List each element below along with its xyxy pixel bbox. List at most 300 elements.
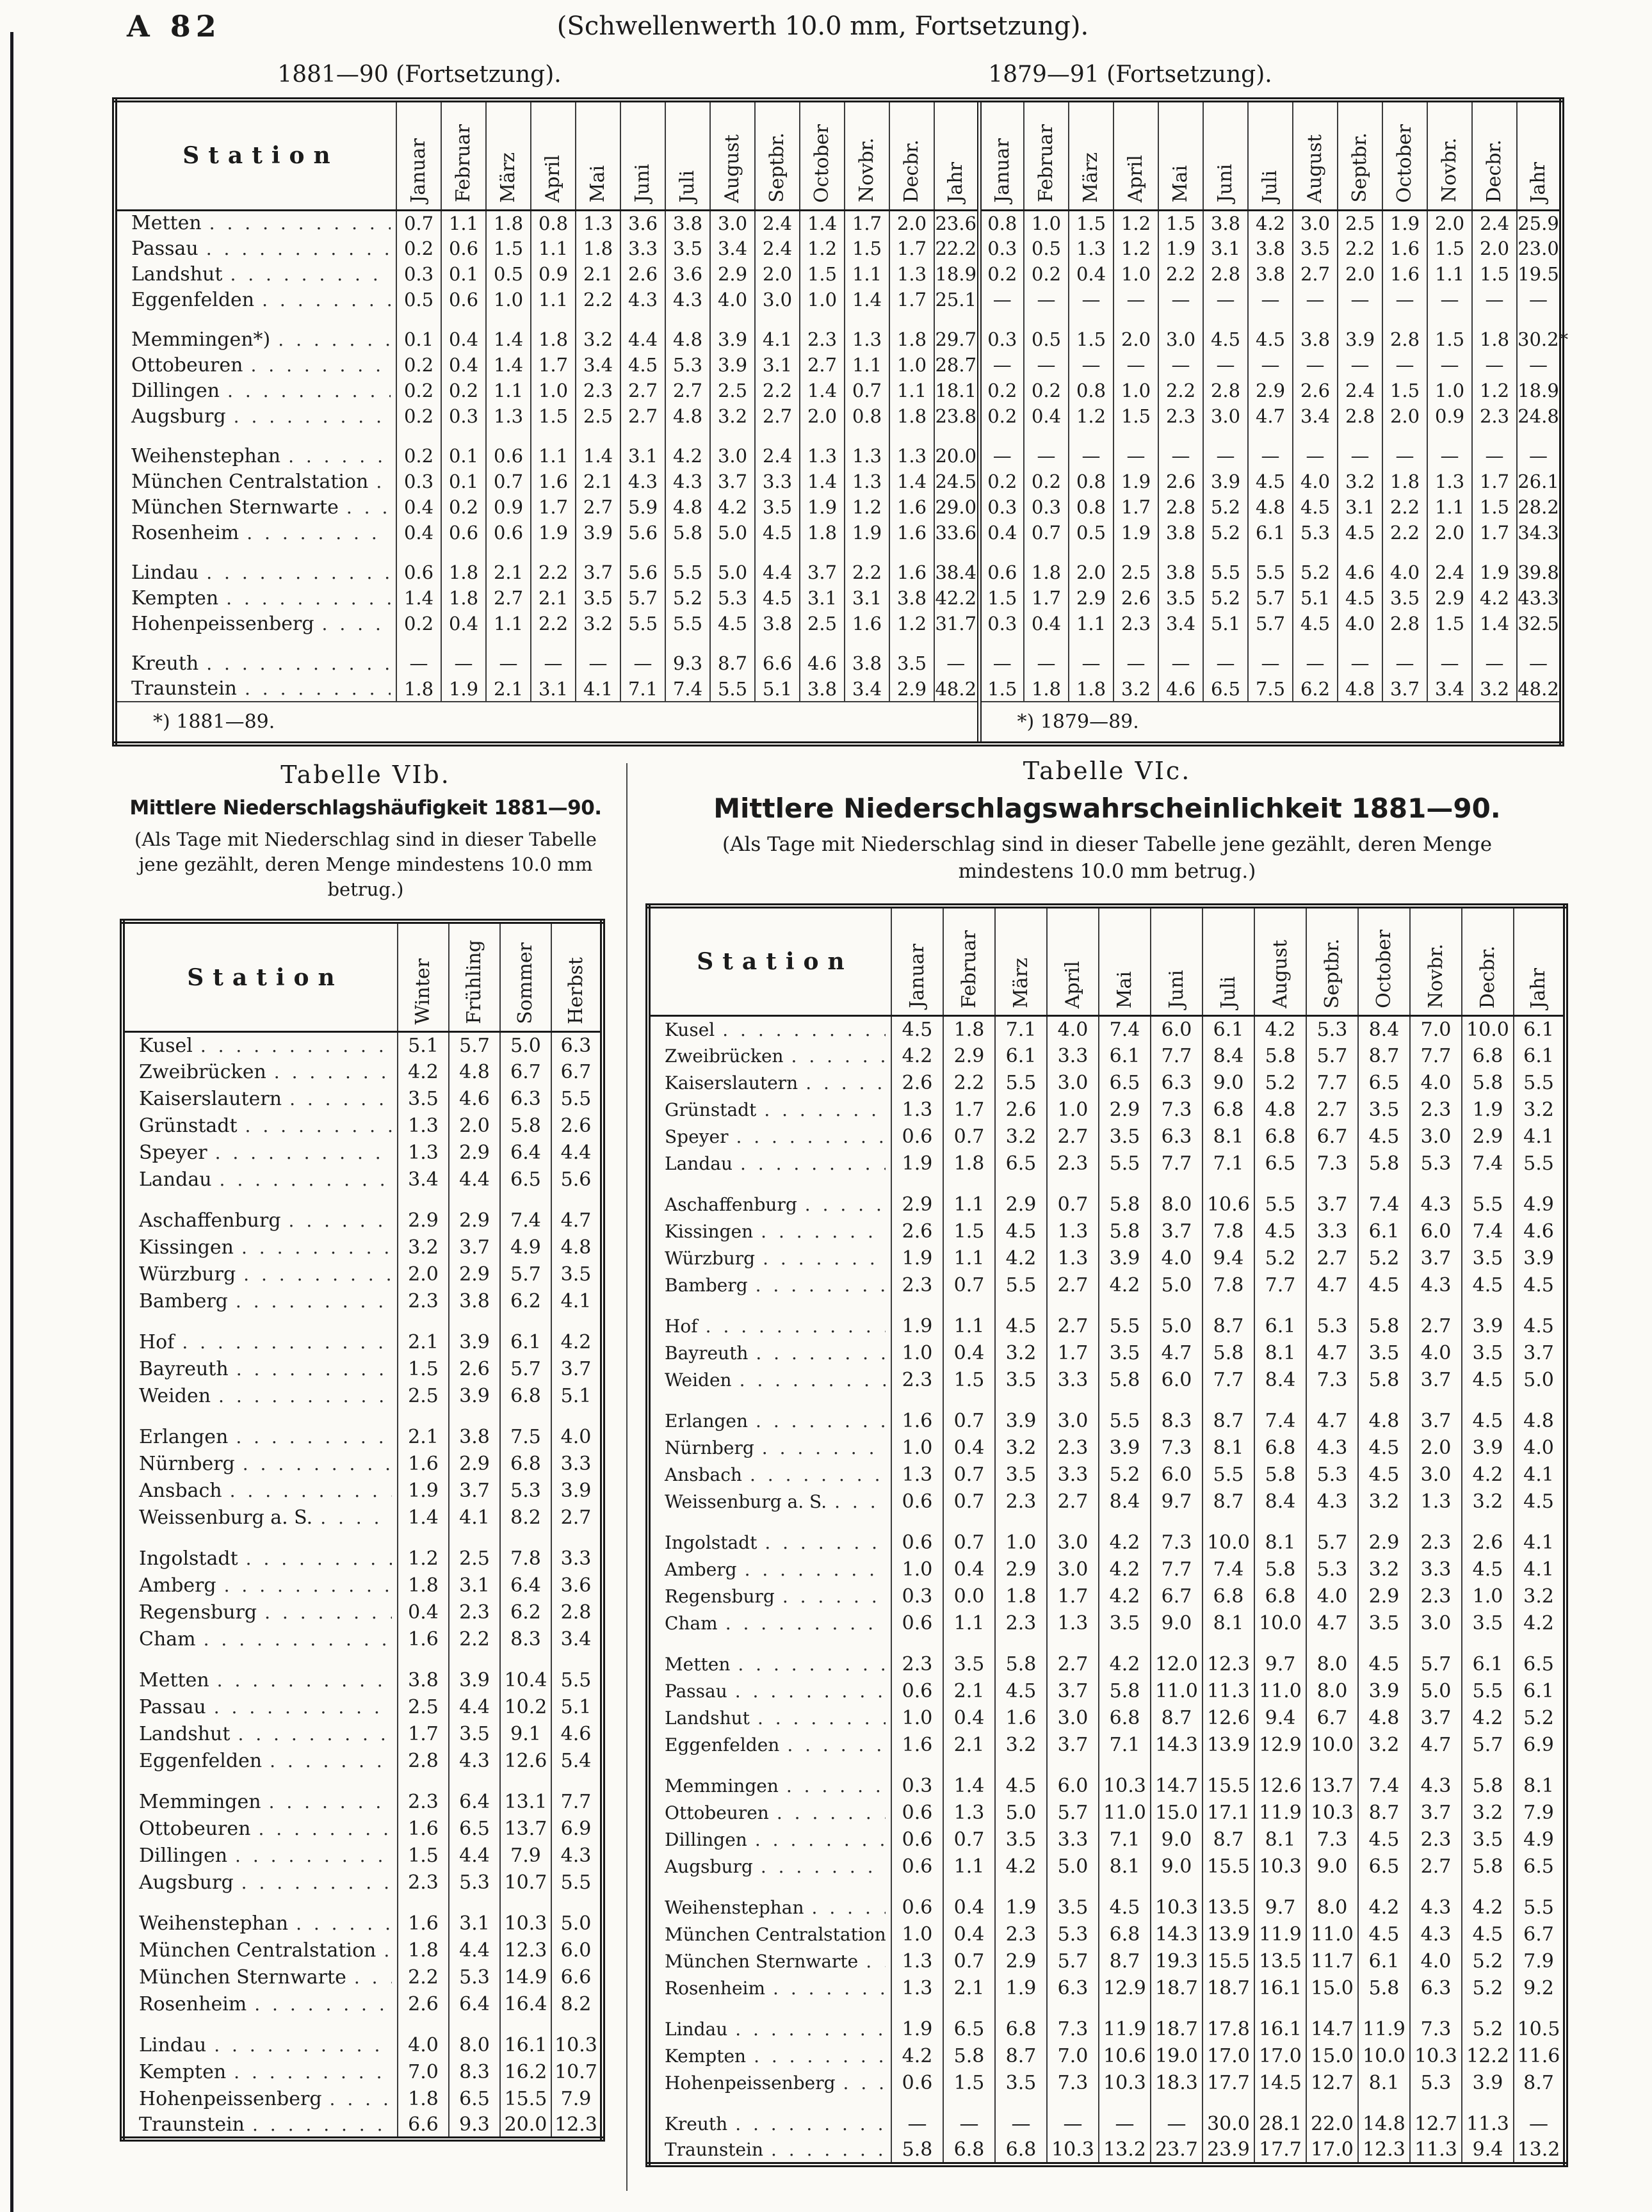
column-header-winter: Winter — [398, 921, 449, 1031]
value-cell: 3.3 — [1047, 1367, 1099, 1394]
value-cell: 6.5 — [1254, 1150, 1306, 1177]
value-cell: 2.7 — [1047, 1124, 1099, 1150]
value-cell: 3.2 — [576, 611, 620, 636]
value-cell: 4.8 — [551, 1234, 603, 1261]
value-cell: 9.0 — [1151, 1853, 1203, 1880]
station-name: Weiden — [665, 1369, 732, 1391]
value-cell: 2.9 — [449, 1207, 500, 1234]
value-cell: 7.7 — [1151, 1556, 1203, 1583]
value-cell: — — [1069, 650, 1113, 676]
value-cell: 9.2 — [1514, 1975, 1566, 2002]
value-cell: 3.9 — [551, 1477, 603, 1504]
probability-table — [645, 903, 1575, 2167]
value-cell: 9.0 — [1203, 1070, 1254, 1097]
station-cell — [648, 1097, 891, 1124]
station-row-ottobeuren — [648, 1800, 1566, 1827]
value-cell: 0.8 — [531, 210, 576, 236]
value-cell: 23.6 — [934, 210, 979, 236]
vic-title: Mittlere Niederschlagswahrscheinlichkeit 1881—90. — [713, 793, 1501, 824]
value-cell: 6.4 — [449, 1788, 500, 1815]
value-cell: 7.1 — [1099, 1827, 1151, 1853]
station-row-traunstein — [648, 2138, 1566, 2165]
value-cell: 6.0 — [1151, 1016, 1203, 1043]
station-cell — [122, 1869, 398, 1896]
value-cell: 2.1 — [943, 1678, 995, 1705]
value-cell: 1.1 — [845, 352, 889, 378]
column-header-märz: März — [486, 100, 531, 210]
value-cell: 6.3 — [1151, 1124, 1203, 1150]
value-cell: 6.5 — [1514, 1651, 1566, 1678]
station-name: Dillingen — [131, 379, 220, 402]
dot-leader — [718, 1613, 886, 1634]
value-cell: 3.0 — [1047, 1408, 1099, 1435]
value-cell: 3.0 — [1203, 403, 1248, 429]
value-cell: 13.1 — [500, 1788, 551, 1815]
value-cell: 3.0 — [1047, 1705, 1099, 1732]
value-cell: 8.1 — [1358, 2070, 1410, 2097]
dot-leader — [804, 1897, 886, 1918]
station-cell — [122, 1085, 398, 1112]
station-name: Aschaffenburg — [139, 1209, 281, 1232]
value-cell: 7.1 — [1099, 1732, 1151, 1759]
value-cell: 9.7 — [1254, 1894, 1306, 1921]
dot-leader — [756, 1099, 886, 1120]
value-cell: 1.4 — [889, 469, 934, 494]
value-cell: 1.8 — [995, 1583, 1047, 1610]
value-cell: 10.2 — [500, 1693, 551, 1720]
value-cell: 9.1 — [500, 1720, 551, 1747]
value-cell: 23.7 — [1151, 2138, 1203, 2165]
value-cell: 8.7 — [995, 2043, 1047, 2070]
value-cell: 2.2 — [755, 378, 800, 403]
value-cell: 4.0 — [1410, 1948, 1462, 1975]
value-cell: 2.9 — [889, 676, 934, 702]
value-cell: 8.7 — [1099, 1948, 1151, 1975]
value-cell: 11.3 — [1203, 1678, 1254, 1705]
value-cell: 2.0 — [889, 210, 934, 236]
value-cell: 9.3 — [665, 650, 710, 676]
value-cell: — — [1427, 650, 1472, 676]
value-cell: 0.4 — [943, 1340, 995, 1367]
value-cell: 1.8 — [800, 520, 845, 545]
value-cell: 5.5 — [1099, 1313, 1151, 1340]
dot-leader — [237, 678, 391, 699]
station-row-landshut — [122, 1720, 603, 1747]
station-name: Kempten — [139, 2060, 227, 2083]
value-cell: — — [1248, 443, 1293, 469]
value-cell: 5.2 — [1462, 2016, 1514, 2043]
column-header-april: April — [1047, 906, 1099, 1016]
value-cell: 5.7 — [500, 1261, 551, 1288]
column-header-herbst: Herbst — [551, 921, 603, 1031]
dot-leader — [346, 1967, 392, 1988]
value-cell: 2.6 — [1158, 469, 1203, 494]
value-cell: 1.9 — [995, 1894, 1047, 1921]
value-cell: 6.0 — [1151, 1462, 1203, 1489]
value-cell: 0.9 — [1427, 403, 1472, 429]
column-header-märz: März — [1069, 100, 1113, 210]
station-row-kaiserslautern — [648, 1070, 1566, 1097]
value-cell: 3.2 — [995, 1340, 1047, 1367]
value-cell: 4.5 — [891, 1016, 943, 1043]
station-name: Grünstadt — [665, 1099, 757, 1121]
value-cell: 0.2 — [1024, 261, 1069, 287]
value-cell: 3.3 — [620, 236, 665, 261]
value-cell: 1.1 — [1427, 261, 1472, 287]
value-cell: 3.3 — [1047, 1462, 1099, 1489]
value-cell: 4.0 — [1047, 1016, 1099, 1043]
group-spacer — [122, 1314, 603, 1328]
value-cell: 4.2 — [1099, 1583, 1151, 1610]
value-cell: 3.9 — [1462, 2070, 1514, 2097]
value-cell: 1.3 — [1047, 1218, 1099, 1245]
value-cell: 1.5 — [1069, 327, 1113, 352]
value-cell: 4.8 — [449, 1058, 500, 1085]
value-cell: 3.2 — [576, 327, 620, 352]
value-cell: 1.5 — [398, 1355, 449, 1382]
value-cell: 8.2 — [551, 1990, 603, 2017]
value-cell: 9.0 — [1306, 1853, 1358, 1880]
value-cell: 12.9 — [1099, 1975, 1151, 2002]
value-cell: 4.5 — [710, 611, 755, 636]
value-cell: 3.9 — [710, 352, 755, 378]
dot-leader — [728, 1126, 886, 1147]
value-cell: 2.3 — [891, 1651, 943, 1678]
station-cell — [122, 1261, 398, 1288]
value-cell: 0.3 — [396, 261, 441, 287]
station-name: Speyer — [665, 1126, 729, 1148]
value-cell: — — [1248, 352, 1293, 378]
value-cell: 0.6 — [441, 520, 486, 545]
value-cell: 2.6 — [398, 1990, 449, 2017]
value-cell: 6.5 — [500, 1166, 551, 1193]
footnote: *) 1881—89. — [153, 711, 275, 733]
station-name: Metten — [131, 212, 202, 235]
value-cell: 23.8 — [934, 403, 979, 429]
value-cell: 5.0 — [710, 520, 755, 545]
station-name: München Centralstation — [131, 470, 369, 493]
value-cell: 2.9 — [891, 1191, 943, 1218]
value-cell: 6.5 — [449, 2085, 500, 2112]
station-row-landau — [122, 1166, 603, 1193]
value-cell: 7.0 — [398, 2058, 449, 2085]
value-cell: 1.3 — [889, 443, 934, 469]
station-cell — [648, 1583, 891, 1610]
value-cell: 0.6 — [891, 1678, 943, 1705]
value-cell: 4.5 — [995, 1313, 1047, 1340]
value-cell: 3.5 — [1158, 585, 1203, 611]
value-cell: 4.5 — [1358, 1921, 1410, 1948]
value-cell: 5.8 — [1462, 1070, 1514, 1097]
table-vib-section — [112, 761, 619, 2142]
value-cell: 4.5 — [1358, 1827, 1410, 1853]
value-cell: 4.7 — [1306, 1610, 1358, 1637]
value-cell: 0.7 — [943, 1462, 995, 1489]
value-cell: 2.2 — [1338, 236, 1382, 261]
value-cell: 3.7 — [1410, 1245, 1462, 1272]
value-cell: 0.6 — [891, 1894, 943, 1921]
group-spacer — [648, 1880, 1566, 1894]
value-cell: 5.7 — [1248, 611, 1293, 636]
value-cell: 6.4 — [500, 1139, 551, 1166]
value-cell: 3.5 — [1462, 1245, 1514, 1272]
value-cell: 0.3 — [891, 1583, 943, 1610]
column-header-juli: Juli — [1248, 100, 1293, 210]
value-cell: 3.5 — [1099, 1610, 1151, 1637]
value-cell: 3.0 — [1410, 1124, 1462, 1150]
value-cell: 0.4 — [979, 520, 1024, 545]
value-cell: — — [1517, 650, 1562, 676]
value-cell: — — [943, 2111, 995, 2138]
dot-leader — [211, 1385, 392, 1407]
station-cell — [648, 1435, 891, 1462]
station-name: Zweibrücken — [139, 1060, 266, 1083]
station-name: Ingolstadt — [139, 1547, 238, 1570]
station-cell — [122, 1842, 398, 1869]
value-cell: 3.7 — [1047, 1732, 1099, 1759]
station-row-traunstein — [115, 676, 1562, 702]
value-cell: 5.8 — [1099, 1191, 1151, 1218]
value-cell: 2.5 — [398, 1382, 449, 1409]
value-cell: 22.2 — [934, 236, 979, 261]
value-cell: 0.6 — [891, 1530, 943, 1556]
station-row-landau — [648, 1150, 1566, 1177]
table-vic-section — [639, 757, 1575, 2167]
value-cell: 6.8 — [500, 1382, 551, 1409]
station-cell — [648, 2043, 891, 2070]
value-cell: 3.5 — [995, 1462, 1047, 1489]
station-name: Landau — [665, 1153, 733, 1175]
dot-leader — [727, 2113, 886, 2135]
value-cell: 4.2 — [1099, 1556, 1151, 1583]
value-cell: 9.4 — [1462, 2138, 1514, 2165]
value-cell: — — [1113, 352, 1158, 378]
value-cell: 1.0 — [486, 287, 531, 312]
station-row-würzburg — [648, 1245, 1566, 1272]
value-cell: 0.4 — [943, 1921, 995, 1948]
value-cell: 10.0 — [1203, 1530, 1254, 1556]
value-cell: 2.1 — [943, 1732, 995, 1759]
station-name: Memmingen — [139, 1790, 261, 1813]
value-cell: 2.9 — [449, 1139, 500, 1166]
value-cell: 1.6 — [889, 520, 934, 545]
value-cell: 3.5 — [755, 494, 800, 520]
value-cell: 1.3 — [398, 1112, 449, 1139]
dot-leader — [216, 1575, 392, 1596]
value-cell: 3.4 — [1293, 403, 1338, 429]
value-cell: 4.2 — [1462, 1894, 1514, 1921]
value-cell: 2.7 — [755, 403, 800, 429]
value-cell: 1.7 — [1047, 1583, 1099, 1610]
station-name: Traunstein — [665, 2139, 763, 2161]
dot-leader — [280, 446, 391, 467]
value-cell: 2.5 — [398, 1693, 449, 1720]
value-cell: 0.3 — [979, 494, 1024, 520]
value-cell: 1.0 — [891, 1435, 943, 1462]
value-cell: 19.5 — [1517, 261, 1562, 287]
dot-leader — [779, 1775, 886, 1796]
station-name: Ottobeuren — [131, 353, 243, 376]
value-cell: 3.0 — [1047, 1556, 1099, 1583]
value-cell: 1.6 — [995, 1705, 1047, 1732]
station-name: München Sternwarte — [665, 1951, 859, 1973]
station-name: Bayreuth — [139, 1357, 229, 1380]
station-name: Landshut — [139, 1722, 231, 1745]
value-cell: 5.0 — [1047, 1853, 1099, 1880]
station-row-weiden — [648, 1367, 1566, 1394]
value-cell: 6.7 — [551, 1058, 603, 1085]
value-cell: 4.5 — [1514, 1489, 1566, 1515]
value-cell: 3.7 — [551, 1355, 603, 1382]
value-cell: 30.2* — [1517, 327, 1562, 352]
dot-leader — [207, 1142, 392, 1163]
station-name: Würzburg — [665, 1248, 756, 1270]
value-cell: 6.1 — [1358, 1218, 1410, 1245]
value-cell: 9.0 — [1151, 1610, 1203, 1637]
station-cell — [122, 1207, 398, 1234]
value-cell: 2.6 — [1293, 378, 1338, 403]
value-cell: — — [1338, 352, 1382, 378]
station-row-passau — [122, 1693, 603, 1720]
value-cell: — — [1293, 650, 1338, 676]
value-cell: — — [1293, 352, 1338, 378]
value-cell: 7.7 — [1306, 1070, 1358, 1097]
value-cell: 8.7 — [1358, 1043, 1410, 1070]
value-cell: 1.3 — [1427, 469, 1472, 494]
value-cell: 0.4 — [441, 327, 486, 352]
value-cell: 10.3 — [500, 1910, 551, 1937]
group-spacer — [115, 636, 1562, 650]
dot-leader — [727, 2019, 886, 2040]
value-cell: 2.0 — [1113, 327, 1158, 352]
value-cell: 5.8 — [1099, 1678, 1151, 1705]
value-cell: — — [1113, 443, 1158, 469]
dot-leader — [220, 380, 391, 401]
dot-leader — [228, 1426, 392, 1448]
station-name: Memmingen — [665, 1775, 779, 1797]
value-cell: 5.9 — [620, 494, 665, 520]
value-cell: 5.8 — [1254, 1043, 1306, 1070]
value-cell: — — [1472, 650, 1517, 676]
value-cell: 1.5 — [1427, 236, 1472, 261]
value-cell: 5.8 — [1099, 1367, 1151, 1394]
value-cell: 1.6 — [398, 1910, 449, 1937]
column-header-decbr: Decbr. — [1462, 906, 1514, 1016]
station-name: Weihenstephan — [131, 444, 281, 467]
value-cell: 39.8 — [1517, 560, 1562, 585]
value-cell: 1.1 — [943, 1245, 995, 1272]
value-cell: 2.0 — [1410, 1435, 1462, 1462]
value-cell: 5.8 — [1254, 1462, 1306, 1489]
value-cell: 5.2 — [1462, 1948, 1514, 1975]
value-cell: 4.3 — [620, 469, 665, 494]
station-cell — [648, 1191, 891, 1218]
station-name: Eggenfelden — [139, 1749, 263, 1772]
value-cell: — — [979, 650, 1024, 676]
station-cell — [648, 2111, 891, 2138]
value-cell: 4.7 — [1306, 1340, 1358, 1367]
station-name: Dillingen — [139, 1844, 228, 1867]
value-cell: 6.8 — [1203, 1097, 1254, 1124]
value-cell: 5.5 — [1254, 1191, 1306, 1218]
value-cell: 1.9 — [891, 1313, 943, 1340]
station-row-speyer — [122, 1139, 603, 1166]
station-row-eggenfelden — [122, 1747, 603, 1774]
value-cell: 5.7 — [449, 1031, 500, 1058]
station-row-münchen-centralstation — [115, 469, 1562, 494]
value-cell: 6.0 — [1151, 1367, 1203, 1394]
value-cell: 2.3 — [1113, 611, 1158, 636]
value-cell: 0.3 — [979, 236, 1024, 261]
value-cell: — — [1024, 287, 1069, 312]
value-cell: — — [934, 650, 979, 676]
value-cell: 4.2 — [1099, 1530, 1151, 1556]
station-row-metten — [122, 1667, 603, 1693]
value-cell: 13.5 — [1203, 1894, 1254, 1921]
value-cell: 4.5 — [1462, 1556, 1514, 1583]
value-cell: 10.6 — [1099, 2043, 1151, 2070]
value-cell: 3.5 — [1462, 1827, 1514, 1853]
value-cell: 5.5 — [1462, 1678, 1514, 1705]
value-cell: 11.6 — [1514, 2043, 1566, 2070]
value-cell: 5.0 — [500, 1031, 551, 1058]
value-cell: 1.1 — [1427, 494, 1472, 520]
value-cell: 8.7 — [710, 650, 755, 676]
value-cell: 2.7 — [1047, 1489, 1099, 1515]
value-cell: 2.1 — [486, 560, 531, 585]
station-cell — [115, 352, 396, 378]
value-cell: 4.1 — [1514, 1530, 1566, 1556]
station-row-dillingen — [648, 1827, 1566, 1853]
station-name: Kreuth — [131, 652, 199, 675]
value-cell: 6.8 — [943, 2138, 995, 2165]
station-row-aschaffenburg — [648, 1191, 1566, 1218]
value-cell: 8.0 — [1306, 1894, 1358, 1921]
value-cell: — — [1069, 443, 1113, 469]
footnote-row — [115, 702, 1562, 744]
station-cell — [115, 236, 396, 261]
column-header-frühling: Frühling — [449, 921, 500, 1031]
value-cell: 4.5 — [755, 585, 800, 611]
value-cell: 1.7 — [1047, 1340, 1099, 1367]
value-cell: 1.7 — [889, 287, 934, 312]
value-cell: 2.5 — [1113, 560, 1158, 585]
value-cell: 2.6 — [1462, 1530, 1514, 1556]
group-spacer — [122, 1193, 603, 1207]
value-cell: 2.0 — [755, 261, 800, 287]
value-cell: 1.5 — [979, 585, 1024, 611]
value-cell: 8.0 — [1151, 1191, 1203, 1218]
value-cell: — — [1382, 352, 1427, 378]
group-spacer — [648, 1759, 1566, 1773]
seasonal-frequency-table — [120, 919, 619, 2142]
station-column-header: Station — [122, 921, 398, 1031]
dot-leader — [243, 355, 391, 376]
value-cell: 3.7 — [449, 1234, 500, 1261]
station-row-kusel — [122, 1031, 603, 1058]
value-cell: 4.6 — [1514, 1218, 1566, 1245]
value-cell: 12.0 — [1151, 1651, 1203, 1678]
value-cell: 10.6 — [1203, 1191, 1254, 1218]
dot-leader — [779, 1734, 886, 1756]
value-cell: 5.2 — [665, 585, 710, 611]
value-cell: 7.4 — [1099, 1016, 1151, 1043]
value-cell: 10.4 — [500, 1667, 551, 1693]
value-cell: 1.9 — [891, 1150, 943, 1177]
value-cell: 1.8 — [1069, 676, 1113, 702]
group-spacer — [115, 312, 1562, 327]
value-cell: 4.0 — [1382, 560, 1427, 585]
